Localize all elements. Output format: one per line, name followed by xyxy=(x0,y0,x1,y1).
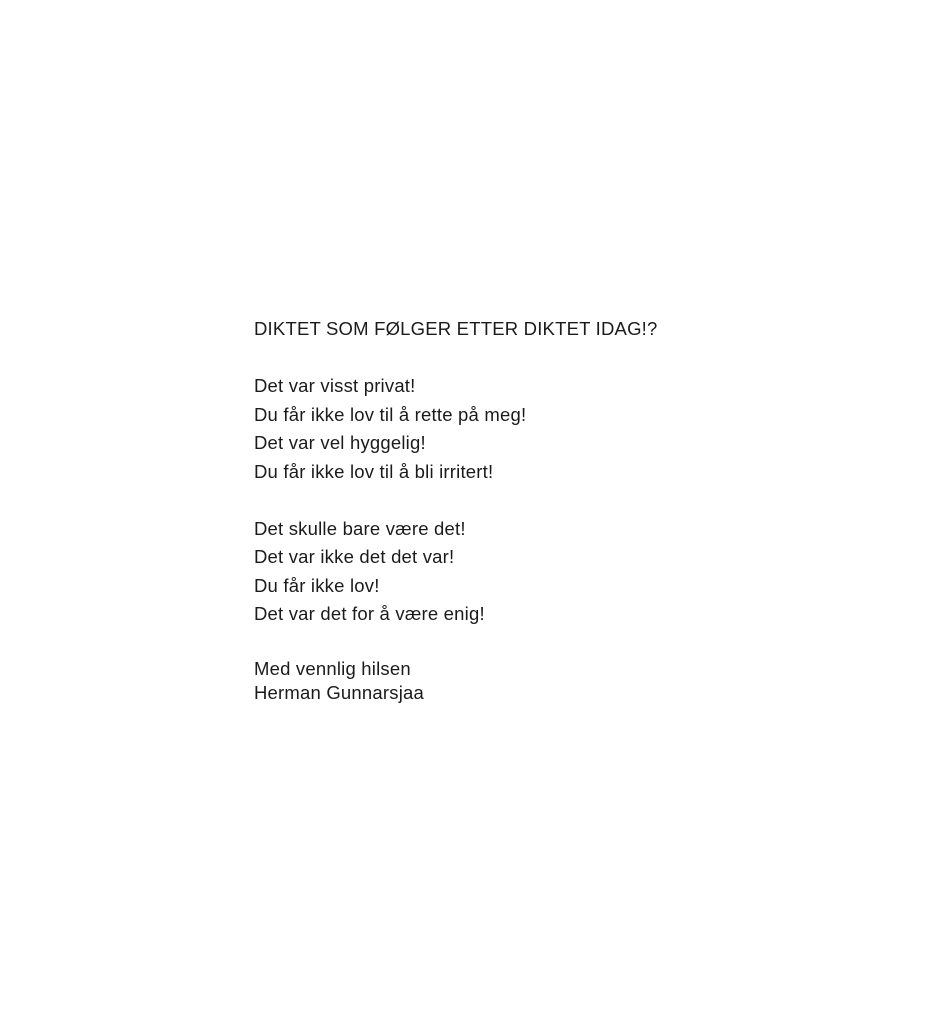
signature-block xyxy=(254,657,658,705)
poem-stanza-2 xyxy=(254,515,658,629)
poem-line: Det var vel hyggelig! xyxy=(254,432,426,453)
poem-block xyxy=(254,315,658,705)
poem-line: Det var visst privat! xyxy=(254,375,416,396)
poem-line: Du får ikke lov! xyxy=(254,574,380,596)
poem-line: Du får ikke lov til å rette på meg! xyxy=(254,403,527,425)
poem-line: Det var ikke det det var! xyxy=(254,546,455,567)
poem-line: Det skulle bare være det! xyxy=(254,517,466,539)
poem-line: Det var det for å være enig! xyxy=(254,603,485,624)
poem-line: Du får ikke lov til å bli irritert! xyxy=(254,460,494,482)
signature-greeting: Med vennlig hilsen xyxy=(254,658,411,679)
signature-name: Herman Gunnarsjaa xyxy=(254,682,424,703)
poem-title: DIKTET SOM FØLGER ETTER DIKTET IDAG!? xyxy=(254,318,658,339)
poem-stanza-1 xyxy=(254,372,658,486)
